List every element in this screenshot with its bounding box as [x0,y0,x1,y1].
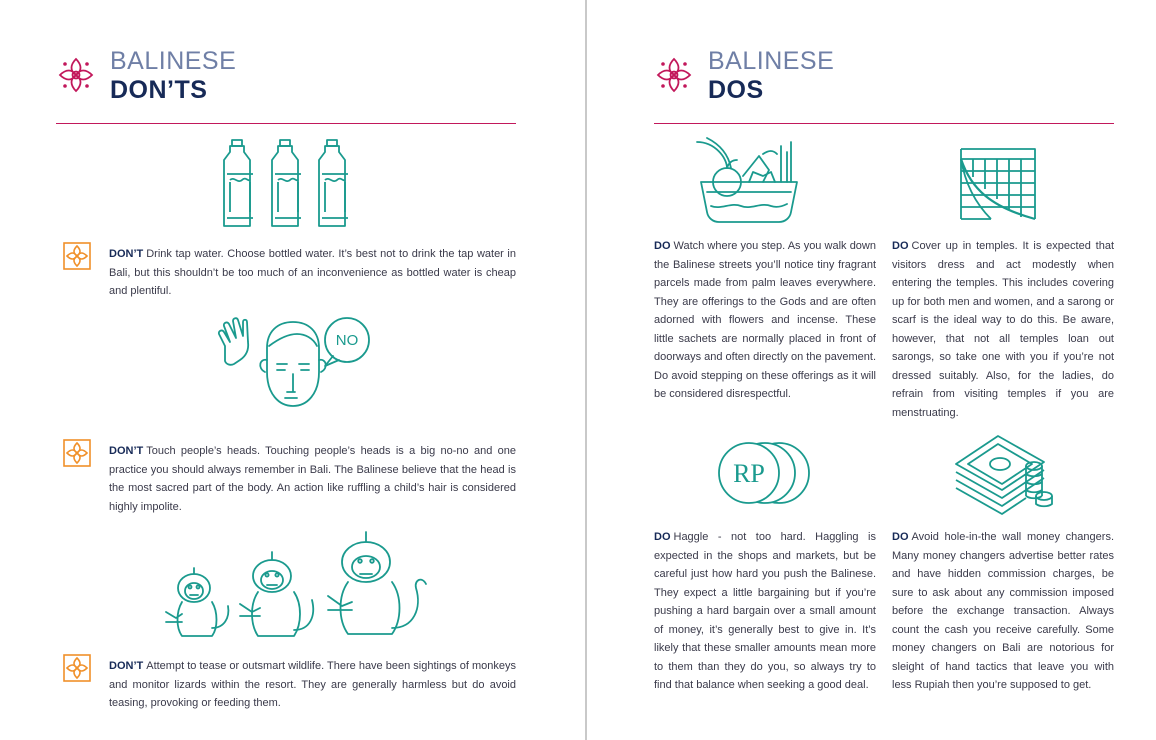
orange-flower-bullet-icon [62,438,92,468]
dont-item-2 [109,442,516,516]
do-item-1 [654,237,876,404]
do-item-4 [892,528,1114,695]
lotus-flower-icon [654,55,694,95]
do-text: Watch where you step. As you walk down the Balinese streets you’ll notice tiny fragrant parcels made from palm leaves everywhere. They are offerings to the Gods and are often adorned with flowers and incense. These little sachets are normally placed in front of doorways and often directly on the pavement. Do avoid stepping on these offerings as it will be considered disrespectful. [654,240,876,400]
lotus-flower-icon [56,55,96,95]
heading-divider [654,123,1114,124]
dont-text: Touch people’s heads. Touching people’s heads is a big no-no and one practice you should always remember in Bali. The Balinese believe that the head is the most sacred part of the body. An action like ruffling a child’s hair is considered highly impolite. [109,445,516,513]
offering-basket-icon [693,136,805,224]
orange-flower-bullet-icon [62,653,92,683]
dont-item-3 [109,657,516,713]
cash-stack-icon [950,430,1056,516]
do-label: DO [654,240,671,252]
do-text: Haggle - not too hard. Haggling is expected in the shops and markets, but be careful just how hard you push the Balinese. They expect a little bargaining but if you’re pushing a hard bargain over a small amount of money, it’s generally best to give in. It’s likely that these smaller amounts mean more to them than they do you, so always try to find that balance when seeking a good deal. [654,531,876,691]
dont-label: DON’T [109,248,144,260]
do-item-3 [654,528,876,695]
do-label: DO [654,531,671,543]
heading-divider [56,123,516,124]
water-bottles-icon [218,138,353,230]
orange-flower-bullet-icon [62,241,92,271]
speech-bubble-text: NO [335,332,359,349]
dont-text: Drink tap water. Choose bottled water. It’s best not to drink the tap water in Bali, but this shouldn’t be too much of an inconvenience as bottled water is cheap and plentiful. [109,248,516,297]
dos-page [587,0,1156,740]
do-label: DO [892,531,909,543]
do-text: Cover up in temples. It is expected that visitors dress and act modestly when entering the temples. This includes covering up for both men and women, and a sarong or scarf is the ideal way to do this. Be aware, however, that not all temples loan out sarongs, so take one with you if you’re not dressed suitably. Also, for the ladies, do refrain from visiting temples if you are menstruating. [892,240,1114,419]
dont-item-1 [109,245,516,301]
monkeys-icon [160,530,435,640]
do-item-2 [892,237,1114,422]
head-touch-icon [215,316,375,426]
dont-label: DON’T [109,660,144,672]
sarong-icon [957,145,1039,223]
dont-label: DON’T [109,445,144,457]
heading-line-1: BALINESE [708,47,835,75]
dont-text: Attempt to tease or outsmart wildlife. There have been sightings of monkeys and monitor lizards within the resort. They are generally harmless but do avoid teasing, provoking or feeding them. [109,660,516,709]
dos-heading [654,47,954,107]
heading-line-2: DON’TS [110,76,208,104]
heading-line-1: BALINESE [110,47,237,75]
do-text: Avoid hole-in-the wall money changers. Many money changers advertise better rates and have hidden commission charges, be sure to ask about any commission imposed before the exchange transaction. Always count the cash you receive carefully. Some money changers on Bali are notorious for sleight of hand tactics that leave you with less Rupiah then you’re supposed to get. [892,531,1114,691]
coin-text: RP [733,459,765,488]
donts-heading [56,47,356,107]
rupiah-coins-icon [715,440,815,508]
heading-line-2: DOS [708,76,764,104]
do-label: DO [892,240,909,252]
